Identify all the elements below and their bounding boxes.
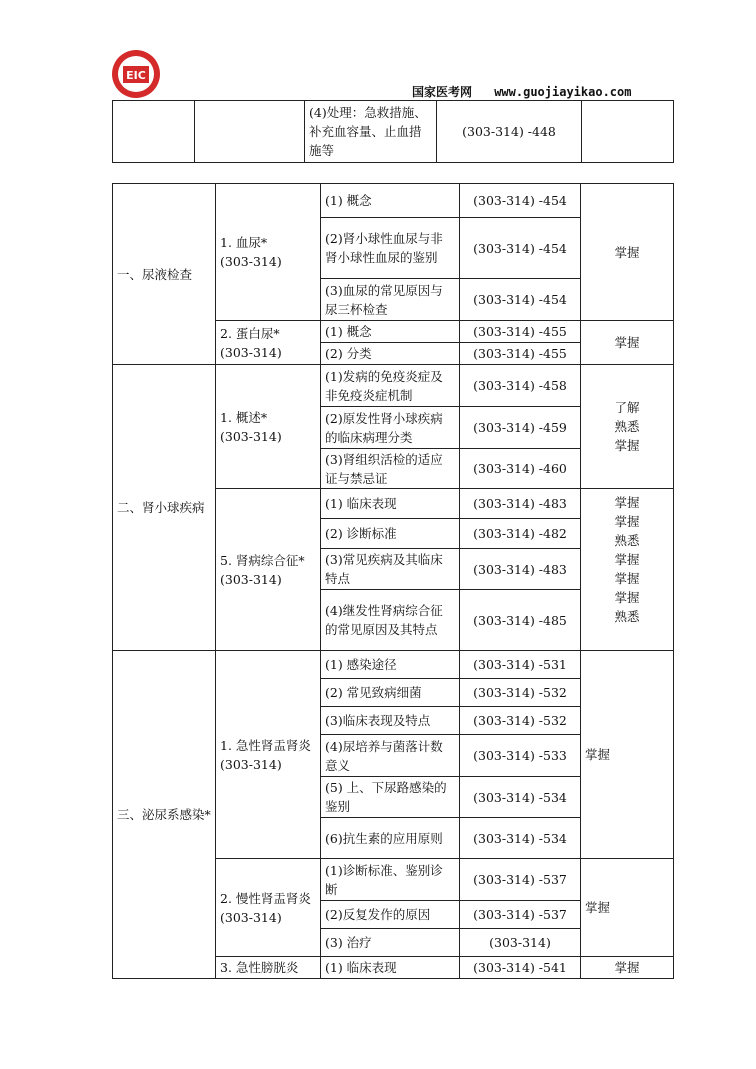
item-text: (2)原发性肾小球疾病的临床病理分类 <box>321 407 460 449</box>
item-text: (2)肾小球性血尿与非肾小球性血尿的鉴别 <box>321 218 460 279</box>
item-ref: (303-314) -485 <box>460 590 581 651</box>
level-text: 掌握 <box>614 514 640 529</box>
item-text: (1)发病的免疫炎症及非免疫炎症机制 <box>321 365 460 407</box>
item-text: (3)肾组织活检的适应证与禁忌证 <box>321 449 460 489</box>
item-text: (2)反复发作的原因 <box>321 901 460 929</box>
item-ref: (303-314) -454 <box>460 218 581 279</box>
item-ref: (303-314) -532 <box>460 707 581 735</box>
unit-ref: (303-314) <box>220 344 282 360</box>
item-ref: (303-314) -534 <box>460 818 581 859</box>
unit-ref: (303-314) <box>220 428 282 444</box>
unit-cell <box>216 859 321 957</box>
item-text: (3)血尿的常见原因与尿三杯检查 <box>321 279 460 321</box>
unit-cell <box>216 651 321 859</box>
item-text: (3)常见疾病及其临床特点 <box>321 549 460 590</box>
item-text: (2) 诊断标准 <box>321 519 460 549</box>
item-text: (1)诊断标准、鉴别诊断 <box>321 859 460 901</box>
item-text: (2) 分类 <box>321 343 460 365</box>
unit-name: 2. 慢性肾盂肾炎 <box>220 890 311 906</box>
item-ref: (303-314) -483 <box>460 549 581 590</box>
level-cell <box>581 489 674 651</box>
item-ref: (303-314) -454 <box>460 184 581 218</box>
unit-name: 2. 蛋白尿* <box>220 325 280 341</box>
level-text: 掌握 <box>614 495 640 510</box>
unit-name: 3. 急性膀胱炎 <box>216 957 321 979</box>
empty-cell <box>582 101 674 163</box>
unit-cell <box>216 365 321 489</box>
level-text: 熟悉 <box>614 533 640 548</box>
item-ref: (303-314) -483 <box>460 489 581 519</box>
item-ref: (303-314) -458 <box>460 365 581 407</box>
content-cell: (4)处理：急救措施、补充血容量、止血措施等 <box>305 101 437 163</box>
level-cell: 掌握 <box>581 184 674 321</box>
item-text: (1) 概念 <box>321 184 460 218</box>
item-text: (4)尿培养与菌落计数意义 <box>321 735 460 777</box>
ref-cell: (303-314) -448 <box>437 101 582 163</box>
item-text: (4)继发性肾病综合征的常见原因及其特点 <box>321 590 460 651</box>
unit-name: 1. 急性肾盂肾炎 <box>220 737 311 753</box>
continuation-table <box>112 100 674 163</box>
item-ref: (303-314) -459 <box>460 407 581 449</box>
level-text: 掌握 <box>614 552 640 567</box>
level-cell: 掌握 <box>581 651 674 859</box>
section-title: 一、尿液检查 <box>113 184 216 365</box>
unit-ref: (303-314) <box>220 254 282 269</box>
site-logo <box>110 48 162 100</box>
logo-text: EIC <box>126 69 146 82</box>
item-ref: (303-314) -482 <box>460 519 581 549</box>
section-title: 三、泌尿系感染* <box>113 651 216 979</box>
unit-cell <box>216 321 321 365</box>
unit-ref: (303-314) <box>220 909 282 925</box>
item-text: (1) 感染途径 <box>321 651 460 679</box>
level-cell: 掌握 <box>581 957 674 979</box>
site-header <box>412 83 631 100</box>
unit-name: 5. 肾病综合征* <box>220 552 305 568</box>
section-title: 二、肾小球疾病 <box>113 365 216 651</box>
item-ref: (303-314) -531 <box>460 651 581 679</box>
item-ref: (303-314) -455 <box>460 321 581 343</box>
item-ref: (303-314) -460 <box>460 449 581 489</box>
unit-ref: (303-314) <box>220 571 282 587</box>
item-text: (2) 常见致病细菌 <box>321 679 460 707</box>
item-ref: (303-314) -455 <box>460 343 581 365</box>
level-cell: 掌握 <box>581 859 674 957</box>
level-cell: 掌握 <box>581 321 674 365</box>
item-text: (6)抗生素的应用原则 <box>321 818 460 859</box>
level-text: 熟悉 <box>614 609 640 624</box>
syllabus-table <box>112 183 674 979</box>
unit-ref: (303-314) <box>220 756 282 772</box>
item-text: (1) 临床表现 <box>321 489 460 519</box>
item-text: (3) 治疗 <box>321 929 460 957</box>
item-ref: (303-314) -454 <box>460 279 581 321</box>
level-text: 掌握 <box>614 438 640 453</box>
empty-cell <box>113 101 195 163</box>
site-url[interactable]: www.guojiayikao.com <box>494 85 632 99</box>
item-ref: (303-314) -541 <box>460 957 581 979</box>
empty-cell <box>195 101 305 163</box>
level-text: 掌握 <box>614 571 640 586</box>
unit-name: 1. 血尿* <box>220 235 268 250</box>
level-text: 熟悉 <box>614 419 640 434</box>
item-text: (1) 临床表现 <box>321 957 460 979</box>
level-text: 掌握 <box>614 590 640 605</box>
item-ref: (303-314) -532 <box>460 679 581 707</box>
unit-cell <box>216 184 321 321</box>
item-ref: (303-314) -533 <box>460 735 581 777</box>
level-cell <box>581 365 674 489</box>
item-text: (3)临床表现及特点 <box>321 707 460 735</box>
item-ref: (303-314) <box>460 929 581 957</box>
unit-cell <box>216 489 321 651</box>
item-ref: (303-314) -537 <box>460 859 581 901</box>
item-ref: (303-314) -537 <box>460 901 581 929</box>
item-ref: (303-314) -534 <box>460 777 581 818</box>
level-text: 了解 <box>614 400 640 415</box>
site-name: 国家医考网 <box>412 85 473 99</box>
item-text: (5) 上、下尿路感染的鉴别 <box>321 777 460 818</box>
item-text: (1) 概念 <box>321 321 460 343</box>
unit-name: 1. 概述* <box>220 409 268 425</box>
